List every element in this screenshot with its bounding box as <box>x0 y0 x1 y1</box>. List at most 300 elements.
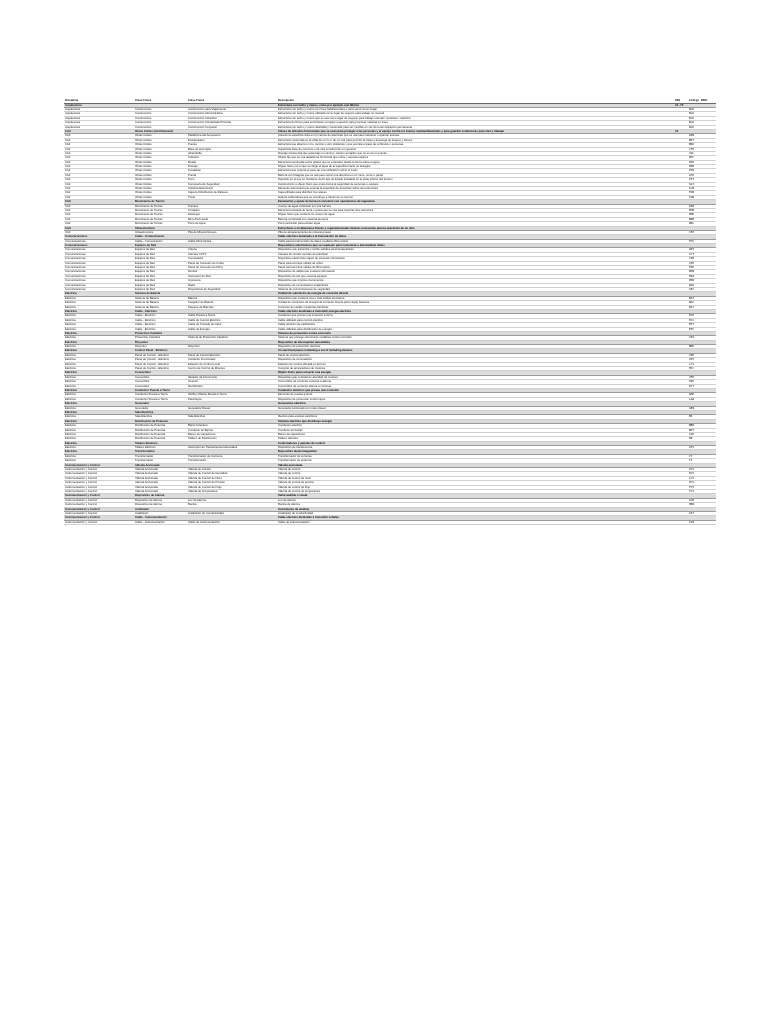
cell-disciplina: Civil <box>64 138 134 142</box>
cell-codigo: FPP <box>688 266 716 270</box>
cell-descripcion: An electrical panel containing a set of including devices <box>277 349 674 353</box>
cell-codigo: DB <box>688 437 716 441</box>
cell-disciplina: Arquitectura <box>64 125 134 129</box>
cell-clase-2: Válvula de Control <box>187 468 277 472</box>
cell-clase-1: Infraestructura <box>134 226 187 230</box>
cell-descripcion: Cable eléctrico de calefacción <box>277 323 674 327</box>
cell-disciplina: Eléctrica <box>64 362 134 366</box>
cell-disciplina: Civil <box>64 208 134 212</box>
cell-clase-1: Cable - Instrumentación <box>134 516 187 520</box>
cell-disciplina: Eléctrica <box>64 432 134 436</box>
cell-disciplina: Civil <box>64 165 134 169</box>
cell-clase-1: Sistema de Batería <box>134 305 187 309</box>
cell-codigo: PRN <box>688 279 716 283</box>
cell-disciplina: Eléctrica <box>64 318 134 322</box>
cell-descripcion: Estructura con techo y muros con fines habitacionales o para servir como hogar <box>277 107 674 111</box>
table-row <box>64 520 716 524</box>
cell-codigo: BAT <box>688 305 716 309</box>
cell-disciplina: Eléctrica <box>64 437 134 441</box>
cell-clase-1: Cable - Eléctrico <box>134 318 187 322</box>
cell-clase-2: Cable de Control Eléctrico <box>187 318 277 322</box>
cell-disciplina: Comunicaciones <box>64 288 134 292</box>
cell-descripcion: Conducto de barras <box>277 428 674 432</box>
cell-clase-1: Disyuntor <box>134 340 187 344</box>
cell-descripcion: Controladores y paneles de control <box>277 441 674 445</box>
cell-descripcion: Depósito en el que se mantiene cierto tipo de líquido instalado en la parte inferior del terreno <box>277 178 674 182</box>
cell-clase-1: Convertidor <box>134 375 187 379</box>
cell-descripcion: Conductor eléctrico que provee una conexión <box>277 388 674 392</box>
cell-clase-2: Sistema de Protección Catódica <box>187 336 277 340</box>
cell-clase-2: Puente <box>187 143 277 147</box>
cell-clase-2: Compuerta de Seguridad <box>187 182 277 186</box>
cell-descripcion: Pozo perforado para extraer agua <box>277 222 674 226</box>
cell-descripcion: Estructura construida en la orilla de un río o de un mar para permitir la carga y descarga de buques y barcos <box>277 138 674 142</box>
cell-clase-2: Variador de Frecuencia <box>187 375 277 379</box>
cell-codigo: HRN <box>688 503 716 507</box>
cell-clase-1: Convertidor <box>134 384 187 388</box>
cell-descripcion: Dispositivo de transferencia <box>277 446 674 450</box>
cell-descripcion: Objeto físico que contiene un cuerpo de agua <box>277 213 674 217</box>
cell-disciplina: Comunicaciones <box>64 248 134 252</box>
cell-codigo: BRK <box>688 345 716 349</box>
cell-codigo: GEN <box>688 406 716 410</box>
cell-descripcion: Dispositivo que imprime documentos <box>277 279 674 283</box>
cell-clase-2: Transformador <box>187 459 277 463</box>
cell-clase-1: Convertidor <box>134 371 187 375</box>
cell-disciplina: Eléctrica <box>64 327 134 331</box>
cell-clase-2: Embarcadero <box>187 138 277 142</box>
cell-clase-1: Equipos de Red <box>134 279 187 283</box>
cell-disciplina: Eléctrica <box>64 384 134 388</box>
cell-disciplina: Eléctrica <box>64 428 134 432</box>
cell-codigo: ANT <box>688 248 716 252</box>
cell-codigo: CPS <box>688 336 716 340</box>
cell-descripcion: Objeto físico para convertir una energía <box>277 371 674 375</box>
cell-codigo: DOK <box>688 160 716 164</box>
cell-disciplina: Arquitectura <box>64 116 134 120</box>
cell-disciplina: Comunicaciones <box>64 252 134 256</box>
cell-clase-1: Equipos de Red <box>134 252 187 256</box>
cell-disciplina: Eléctrica <box>64 292 134 296</box>
cell-descripcion: Objeto fijo que es una plataforma horizontal que cubre y soporta equipos <box>277 156 674 160</box>
cell-disciplina: Eléctrica <box>64 345 134 349</box>
cell-clase-1: Válvula Accionada <box>134 476 187 480</box>
cell-disciplina: Eléctrica <box>64 371 134 375</box>
cell-descripcion: Dispositivo de protección contra rayos <box>277 397 674 401</box>
cell-clase-1: Movimiento de Tierras <box>134 204 187 208</box>
cell-codigo: BAC <box>688 301 716 305</box>
cell-codigo: ICB <box>688 520 716 524</box>
cell-disciplina: Instrumentación y Control <box>64 468 134 472</box>
cell-disciplina: Eléctrica <box>64 314 134 318</box>
cell-disciplina: Eléctrica <box>64 419 134 423</box>
cell-codigo: FOC <box>688 239 716 243</box>
table-body <box>64 103 716 525</box>
cell-clase-1: Válvula Accionada <box>134 468 187 472</box>
cell-disciplina: Eléctrica <box>64 424 134 428</box>
cell-disciplina: Eléctrica <box>64 296 134 300</box>
header-seq: SEQ <box>674 99 688 103</box>
cell-codigo: FDN <box>688 169 716 173</box>
cell-disciplina: Civil <box>64 178 134 182</box>
cell-descripcion: Pila de almacenamiento de mineral grueso <box>277 230 674 234</box>
cell-clase-1: Dispositivo de Alarma <box>134 494 187 498</box>
cell-descripcion: Estructura con techo y muros utilizada como lugar de negocio para trabajo no manual <box>277 112 674 116</box>
cell-clase-2: Computador <box>187 257 277 261</box>
cell-clase-1: Obras Civiles <box>134 191 187 195</box>
cell-codigo: ALM <box>688 498 716 502</box>
cell-descripcion: Construcción u objeto físico que proporciona la seguridad de personas o equipos <box>277 182 674 186</box>
cell-disciplina: Eléctrica <box>64 309 134 313</box>
cell-descripcion: Conexión de celdas o baterías eléctricas <box>277 305 674 309</box>
cell-clase-1: Obras Civiles <box>134 169 187 173</box>
cell-clase-2: Barra Colectora <box>187 424 277 428</box>
cell-clase-1: Panel de Control - Eléctrico <box>134 362 187 366</box>
cell-descripcion: Estructura que abarca un río, camino u otro obstáculo y que permite el paso de vehículos o personas <box>277 143 674 147</box>
cell-descripcion: Sistema de protección contra corrosión <box>277 331 674 335</box>
cell-descripcion: Estructuras e instalaciones físicas y organizacionales básicas necesarias para la operación de un sitio <box>277 226 674 230</box>
cell-descripcion: Dispositivo electromagnético <box>277 450 674 454</box>
cell-disciplina: Civil <box>64 187 134 191</box>
cell-clase-1: Movimiento de Tierras <box>134 213 187 217</box>
cell-disciplina: Eléctrica <box>64 446 134 450</box>
cell-clase-2: Base de Hormigón <box>187 147 277 151</box>
cell-clase-1: Generador <box>134 402 187 406</box>
cell-clase-1: Obras Civiles <box>134 195 187 199</box>
cell-clase-1: Movimiento de Tierras <box>134 200 187 204</box>
cell-disciplina: Eléctrica <box>64 331 134 335</box>
cell-descripcion: Unidad de suministro de energía de corriente directa para cargar baterías <box>277 301 674 305</box>
cell-disciplina: Eléctrica <box>64 459 134 463</box>
cell-clase-1: Dispositivo de Alarma <box>134 498 187 502</box>
cell-codigo: TUN <box>688 195 716 199</box>
cell-clase-2: Estación de Control Local <box>187 362 277 366</box>
cell-clase-1: Construcción <box>134 125 187 129</box>
cell-descripcion: Cable eléctrico destinado a transmitir energía eléctrica <box>277 309 674 313</box>
cell-clase-1: Protección Catódica <box>134 331 187 335</box>
cell-clase-2: Pararrayos <box>187 397 277 401</box>
cell-codigo: ATS <box>688 446 716 450</box>
cell-clase-1: Analizador <box>134 507 187 511</box>
cell-disciplina: Civil <box>64 147 134 151</box>
cell-clase-1: Distribución de Potencia <box>134 428 187 432</box>
cell-descripcion: Excavación y ajuste de tierra en conexión con operaciones de ingeniería <box>277 200 674 204</box>
cell-clase-2: Construcción Temporal <box>187 125 277 129</box>
cell-clase-2: Construcción Climatizada Primaria <box>187 121 277 125</box>
cell-clase-2: Banco de Capacitores <box>187 432 277 436</box>
cell-descripcion: Galería subterránea que se construye a través de un terreno <box>277 195 674 199</box>
cell-clase-1: Válvula Accionada <box>134 472 187 476</box>
cell-clase-1: Distribución de Potencia <box>134 419 187 423</box>
cell-codigo: CNT <box>688 358 716 362</box>
cell-descripcion: Dispositivo que transmite y recibe señales electromagnéticas <box>277 248 674 252</box>
cell-disciplina: Instrumentación y Control <box>64 485 134 489</box>
cell-codigo: BRD <box>688 143 716 147</box>
cell-codigo: CUL <box>688 151 716 155</box>
cell-disciplina: Instrumentación y Control <box>64 507 134 511</box>
cell-codigo: BLD <box>688 125 716 129</box>
cell-clase-1: Sala Eléctrica <box>134 415 187 419</box>
cell-codigo: TCV <box>688 489 716 493</box>
cell-disciplina: Arquitectura <box>64 103 134 107</box>
cell-clase-2: Válvula de Control de Densidad <box>187 472 277 476</box>
cell-clase-1: Cable - Comunicación <box>134 235 187 239</box>
cell-disciplina: Instrumentación y Control <box>64 503 134 507</box>
header-clase-2: Clase Física <box>187 99 277 103</box>
cell-clase-2: Interruptor de Transferencia Automática <box>187 446 277 450</box>
cell-clase-1: Obras Civiles <box>134 160 187 164</box>
cell-disciplina: Eléctrica <box>64 397 134 401</box>
cell-disciplina: Instrumentación y Control <box>64 516 134 520</box>
cell-codigo: VFD <box>688 375 716 379</box>
cell-clase-1: Equipos de Red <box>134 274 187 278</box>
cell-disciplina: Civil <box>64 151 134 155</box>
cell-disciplina: Instrumentación y Control <box>64 511 134 515</box>
cell-clase-1: Equipos de Red <box>134 248 187 252</box>
cell-clase-2: Pila de Mineral Grueso <box>187 230 277 234</box>
cell-clase-2: Tranque <box>187 204 277 208</box>
cell-clase-2: Cable de Instrumentación <box>187 520 277 524</box>
cell-disciplina: Instrumentación y Control <box>64 520 134 524</box>
cell-descripcion: Cable utilizado para distribución de energía <box>277 327 674 331</box>
cell-clase-1: Válvula Accionada <box>134 485 187 489</box>
cell-clase-2: Drenaje <box>187 165 277 169</box>
cell-disciplina: Civil <box>64 230 134 234</box>
cell-disciplina: Civil <box>64 160 134 164</box>
spreadsheet-table-container <box>64 99 716 525</box>
cell-disciplina: Eléctrica <box>64 441 134 445</box>
cell-clase-1: Generador <box>134 406 187 410</box>
cell-clase-1: Infraestructura <box>134 230 187 234</box>
cell-clase-1: Transformador <box>134 454 187 458</box>
cell-descripcion: Dispositivo de protección eléctrica <box>277 345 674 349</box>
cell-descripcion: Estructura con techo y muros, como por ejemplo una fábrica <box>277 103 674 107</box>
cell-disciplina: Instrumentación y Control <box>64 472 134 476</box>
cell-descripcion: Sistema que protege estructuras metálicas contra corrosión <box>277 336 674 340</box>
cell-clase-1: Sistema de Batería <box>134 296 187 300</box>
cell-descripcion: Generador accionado por motor diesel <box>277 406 674 410</box>
cell-codigo: EMB <box>688 208 716 212</box>
cell-disciplina: Instrumentación y Control <box>64 498 134 502</box>
cell-codigo: DRN <box>688 165 716 169</box>
cell-clase-2: Construcción Industrial <box>187 116 277 120</box>
cell-clase-2: Muelle <box>187 160 277 164</box>
cell-clase-1: Equipos de Red <box>134 257 187 261</box>
cell-clase-1: Válvula Accionada <box>134 463 187 467</box>
cell-descripcion: Estructura que soporta el peso de una edificación sobre el suelo <box>277 169 674 173</box>
cell-codigo: BRM <box>688 217 716 221</box>
cell-clase-1: Convertidor <box>134 380 187 384</box>
cell-clase-1: Construcción <box>134 116 187 120</box>
cell-disciplina: Civil <box>64 222 134 226</box>
cell-clase-1: Equipos de Red <box>134 244 187 248</box>
cell-descripcion: Superficial base de concreto o de otra construcción en general <box>277 147 674 151</box>
cell-descripcion: Válvula de control de nivel <box>277 476 674 480</box>
cell-clase-1: Obras Civiles <box>134 134 187 138</box>
cell-disciplina: Civil <box>64 204 134 208</box>
cell-clase-1: Panel de Control - Eléctrico <box>134 358 187 362</box>
cell-clase-2: Estanque <box>187 213 277 217</box>
cell-clase-1: Equipos de Red <box>134 266 187 270</box>
cell-descripcion: Analizador de conductividad <box>277 511 674 515</box>
cell-descripcion: Cable eléctrico destinado a transmitir señales <box>277 516 674 520</box>
cell-disciplina: Instrumentación y Control <box>64 476 134 480</box>
cell-codigo: LCS <box>688 362 716 366</box>
cell-clase-2: Cubierta <box>187 156 277 160</box>
cell-codigo: DKC <box>688 156 716 160</box>
cell-disciplina: Eléctrica <box>64 305 134 309</box>
cell-clase-1: Equipos de Red <box>134 283 187 287</box>
cell-clase-2: Muro Perimetral <box>187 217 277 221</box>
cell-descripcion: Dispositivo de red que conecta equipos <box>277 274 674 278</box>
cell-clase-2: Impresora <box>187 279 277 283</box>
cell-codigo: CPE <box>688 353 716 357</box>
cell-descripcion: Estructura elevada de tierra o grava que se usa para soportar otra estructura <box>277 208 674 212</box>
cell-codigo: CAP <box>688 432 716 436</box>
cell-codigo: SLB <box>688 187 716 191</box>
cell-disciplina: Instrumentación y Control <box>64 481 134 485</box>
cell-clase-2: Bocina <box>187 503 277 507</box>
cell-clase-2: Caja de Distribución de Relaves <box>187 191 277 195</box>
cell-clase-1: Cable - Eléctrico <box>134 309 187 313</box>
cell-descripcion: Estructura con techo y muros que se usa como lugar de negocio para trabajo manual / mecánico / eléctrico <box>277 116 674 120</box>
cell-clase-2: Cubierta Estructural <box>187 187 277 191</box>
cell-descripcion: Dispositivo de salida que muestra información <box>277 270 674 274</box>
cell-disciplina: Eléctrica <box>64 340 134 344</box>
cell-clase-1: Obras Civiles <box>134 156 187 160</box>
cell-descripcion: Recinto para equipos eléctricos <box>277 415 674 419</box>
cell-descripcion: Panel para terminar cables de fibra óptica <box>277 266 674 270</box>
cell-clase-1: Cable - Eléctrico <box>134 323 187 327</box>
cell-codigo: CPP <box>688 261 716 265</box>
cell-clase-2: Cámara CCTV <box>187 252 277 256</box>
cell-descripcion: Unidad de suministro de energía de corriente directa <box>277 292 674 296</box>
cell-descripcion: Estructura construida sobre pilotes que se extienden desde la tierra sobre el agua <box>277 160 674 164</box>
cell-codigo: AIT <box>688 511 716 515</box>
cell-clase-2: Dispositivos de Seguridad <box>187 288 277 292</box>
cell-disciplina: Eléctrica <box>64 323 134 327</box>
cell-codigo: PCV <box>688 481 716 485</box>
cell-clase-1: Construcción <box>134 121 187 125</box>
cell-clase-2: Radio <box>187 283 277 287</box>
cell-codigo: TX <box>688 459 716 463</box>
cell-descripcion: Instrumento de análisis <box>277 507 674 511</box>
cell-disciplina: Eléctrica <box>64 410 134 414</box>
cell-clase-2: Válvula de Temperatura <box>187 489 277 493</box>
cell-descripcion: Cable de instrumentación <box>277 520 674 524</box>
cell-codigo: GTE <box>688 173 716 177</box>
cell-codigo: ECE <box>688 314 716 318</box>
cell-descripcion: Conductor eléctrico <box>277 424 674 428</box>
cell-codigo: CFD <box>688 147 716 151</box>
cell-clase-2: Construcción Administrativa <box>187 112 277 116</box>
cell-clase-2: Analizador de Conductividad <box>187 511 277 515</box>
cell-codigo: PND <box>688 213 716 217</box>
header-clase-1: Clase Física <box>134 99 187 103</box>
cell-clase-2: Generador Diesel <box>187 406 277 410</box>
cell-descripcion: Panel para terminar cables de cobre <box>277 261 674 265</box>
cell-clase-1: Obras Civiles <box>134 151 187 155</box>
cell-clase-1: Control Panel - Eléctrico <box>134 349 187 353</box>
cell-disciplina: Civil <box>64 195 134 199</box>
cell-clase-1: Cable - Eléctrico <box>134 314 187 318</box>
cell-clase-2: Panel de Conexión de Cobre <box>187 261 277 265</box>
cell-disciplina: Comunicaciones <box>64 239 134 243</box>
cell-disciplina: Civil <box>64 134 134 138</box>
cell-descripcion: Sistema de comunicaciones de seguridad <box>277 288 674 292</box>
cell-disciplina: Comunicaciones <box>64 257 134 261</box>
cell-clase-2: Luz de Alarma <box>187 498 277 502</box>
cell-disciplina: Eléctrica <box>64 336 134 340</box>
cell-clase-1: Conductor Puesta a Tierra <box>134 393 187 397</box>
cell-disciplina: Eléctrica <box>64 358 134 362</box>
cell-clase-1: Obras Civiles <box>134 173 187 177</box>
cell-codigo: CCT <box>688 252 716 256</box>
cell-descripcion: Elemento de puesta a tierra <box>277 393 674 397</box>
cell-clase-1: Obras Civiles <box>134 187 187 191</box>
cell-descripcion: Sistema eléctrico que distribuye energía <box>277 419 674 423</box>
cell-clase-2: Antena <box>187 248 277 252</box>
cell-clase-1: Válvula Accionada <box>134 481 187 485</box>
cell-clase-2: Pozo <box>187 178 277 182</box>
cell-disciplina: Civil <box>64 217 134 221</box>
cell-clase-1: Conductor Puesta a Tierra <box>134 388 187 392</box>
cell-clase-1: Movimiento de Tierras <box>134 222 187 226</box>
cell-descripcion: Barrera construida con material de tierra <box>277 217 674 221</box>
cell-disciplina: Eléctrica <box>64 450 134 454</box>
cell-disciplina: Eléctrica <box>64 375 134 379</box>
cell-clase-1: Obras Civiles (Civil Element) <box>134 129 187 133</box>
cell-codigo: EPC <box>688 327 716 331</box>
cell-clase-1: Movimiento de Tierras <box>134 217 187 221</box>
cell-clase-1: Obras Civiles <box>134 165 187 169</box>
header-codigo: Código IBRL <box>688 99 716 103</box>
cell-codigo: FCV <box>688 485 716 489</box>
cell-descripcion: Bocina de alarma <box>277 503 674 507</box>
cell-clase-1: Obras Civiles <box>134 147 187 151</box>
cell-clase-2: Alcantarilla <box>187 151 277 155</box>
cell-clase-2: Contactor Funcionado <box>187 358 277 362</box>
cell-descripcion: Estructura con techo y muros diseñada y construida para ser movible en vez de tener ubicación permanente <box>277 125 674 129</box>
cell-disciplina: Eléctrica <box>64 406 134 410</box>
cell-descripcion: Panel de control eléctrico <box>277 353 674 357</box>
cell-clase-2: Plataforma del Aeropuerto <box>187 134 277 138</box>
cell-codigo: BLD <box>688 121 716 125</box>
cell-clase-2: Cable de Trazado de Calor <box>187 323 277 327</box>
cell-clase-1: Obras Civiles <box>134 143 187 147</box>
cell-codigo: SEC <box>688 288 716 292</box>
cell-codigo: GRD <box>688 393 716 397</box>
cell-clase-2: Tablero de Distribución <box>187 437 277 441</box>
cell-disciplina: Eléctrica <box>64 349 134 353</box>
cell-clase-2: Válvula de Control de Nivel <box>187 476 277 480</box>
cell-clase-2: Válvula de Control de Flujo <box>187 485 277 489</box>
cell-codigo: VCV <box>688 468 716 472</box>
cell-disciplina: Civil <box>64 156 134 160</box>
cell-seq: 22 <box>674 129 688 133</box>
cell-disciplina: Comunicaciones <box>64 274 134 278</box>
cell-clase-1: Construcción <box>134 112 187 116</box>
cell-disciplina: Arquitectura <box>64 107 134 111</box>
cell-clase-1: Sistema de Batería <box>134 301 187 305</box>
cell-descripcion: Dispositivo que contiene una o más celdas de batería <box>277 296 674 300</box>
cell-clase-2: Túnel <box>187 195 277 199</box>
cell-descripcion: Elemento estructural que soporta la superficie de desechos sobre una estructura <box>277 187 674 191</box>
cell-clase-2: Terraplén <box>187 208 277 212</box>
cell-disciplina: Comunicaciones <box>64 266 134 270</box>
cell-clase-2: Fundación <box>187 169 277 173</box>
cell-clase-1: Analizador <box>134 511 187 515</box>
